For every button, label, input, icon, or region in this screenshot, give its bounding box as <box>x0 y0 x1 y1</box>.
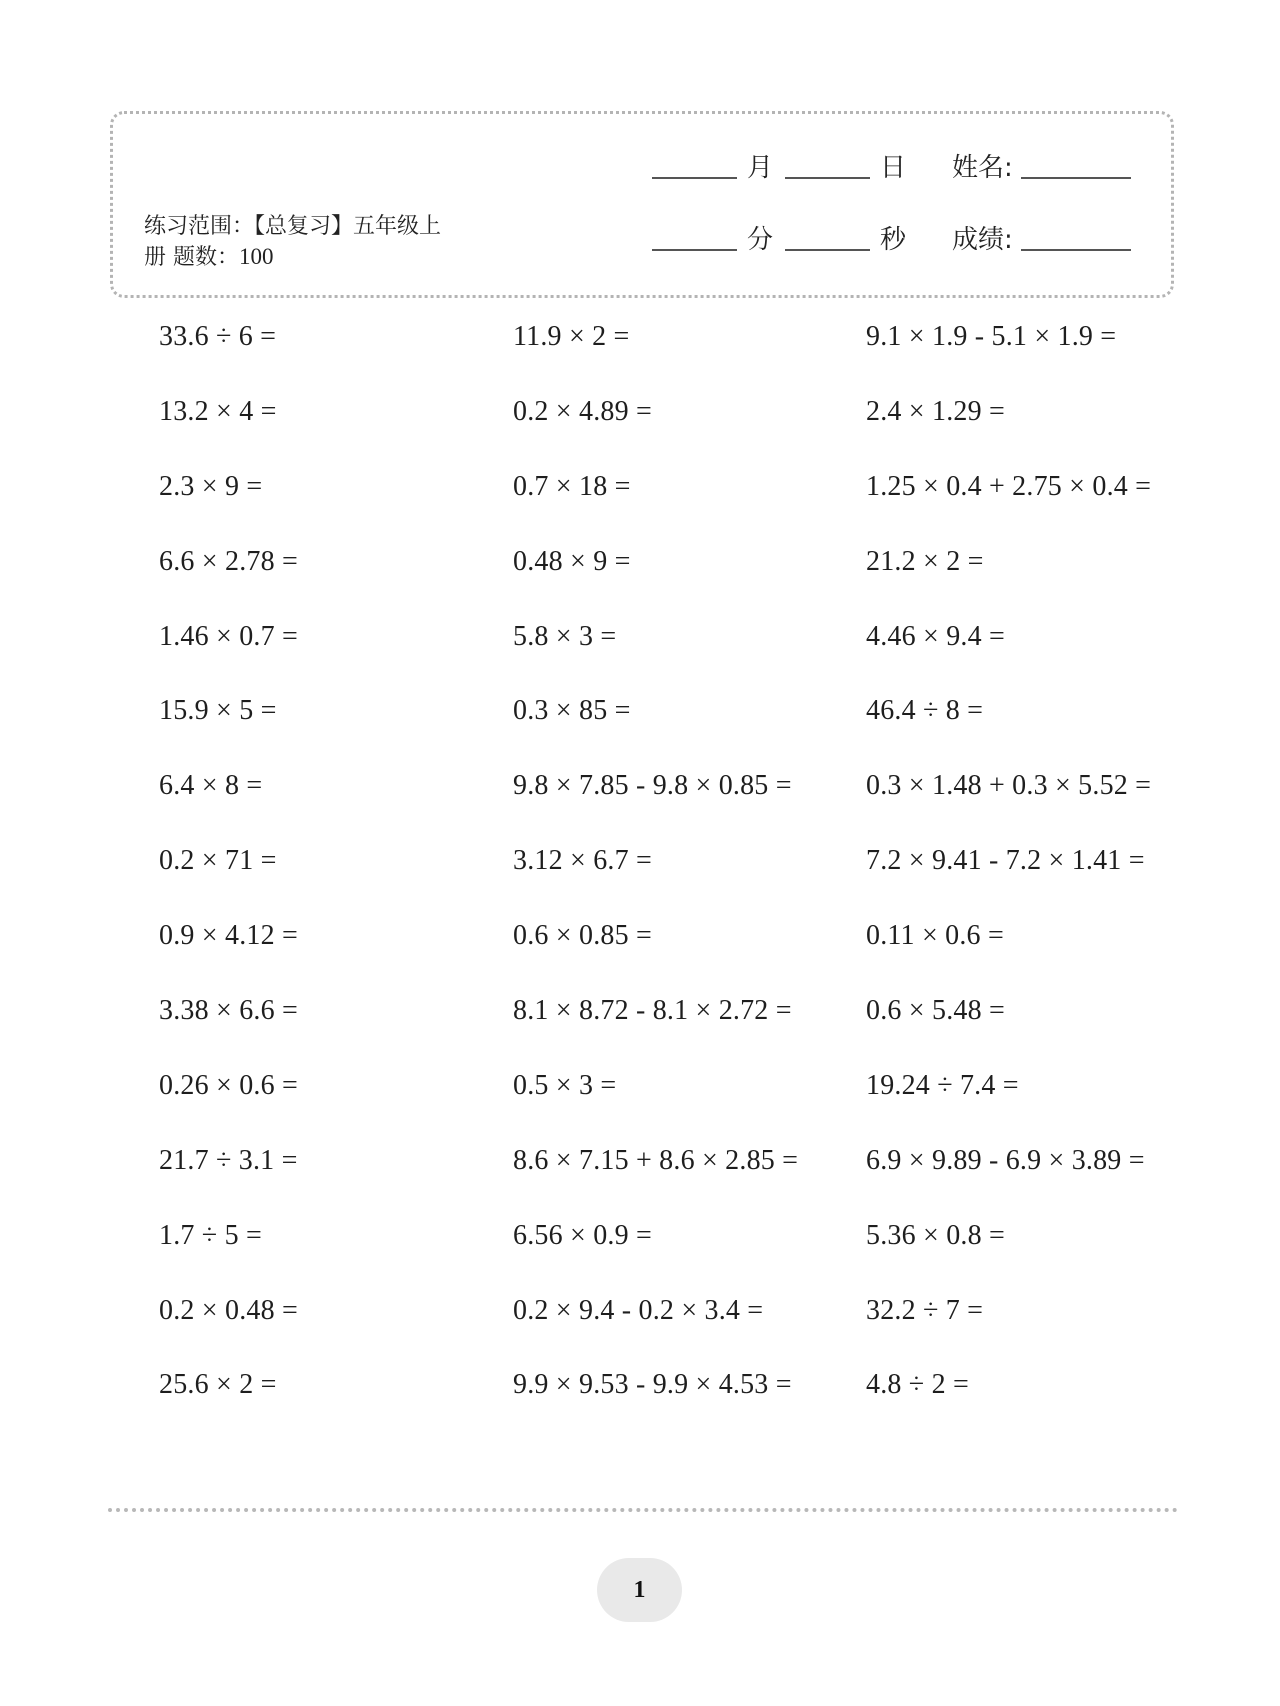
problem: 2.3 × 9 = <box>159 470 263 502</box>
problem: 5.8 × 3 = <box>513 620 617 652</box>
problem: 9.8 × 7.85 - 9.8 × 0.85 = <box>513 770 792 802</box>
problem: 0.2 × 0.48 = <box>159 1294 298 1326</box>
problem-row <box>0 1066 1280 1141</box>
month-blank[interactable] <box>652 177 737 179</box>
page-number-badge <box>597 1558 682 1622</box>
problem-row <box>0 467 1280 542</box>
problem: 33.6 ÷ 6 = <box>159 321 277 352</box>
time-score-row <box>652 222 1131 258</box>
second-label: 秒 <box>880 225 907 255</box>
problem: 4.8 ÷ 2 = <box>866 1369 969 1401</box>
problem-row <box>0 1141 1280 1216</box>
problem: 0.2 × 9.4 - 0.2 × 3.4 = <box>513 1294 764 1326</box>
problem: 6.6 × 2.78 = <box>159 545 298 577</box>
problem: 0.48 × 9 = <box>513 545 631 577</box>
problem-row <box>0 916 1280 991</box>
problem: 1.46 × 0.7 = <box>159 620 298 652</box>
problem: 4.46 × 9.4 = <box>866 620 1005 652</box>
problem: 19.24 ÷ 7.4 = <box>866 1069 1019 1101</box>
problem: 5.36 × 0.8 = <box>866 1219 1005 1251</box>
problem: 21.2 × 2 = <box>866 545 984 577</box>
problem: 46.4 ÷ 8 = <box>866 695 984 727</box>
question-count-value: 100 <box>239 244 274 269</box>
problem: 15.9 × 5 = <box>159 695 277 727</box>
score-label: 成绩: <box>952 225 1013 255</box>
problem: 8.6 × 7.15 + 8.6 × 2.85 = <box>513 1144 799 1176</box>
problem: 0.2 × 71 = <box>159 845 277 877</box>
scope-line-2 <box>144 242 514 273</box>
problem: 1.7 ÷ 5 = <box>159 1219 262 1251</box>
problem: 0.2 × 4.89 = <box>513 395 652 427</box>
problem-row <box>0 1216 1280 1291</box>
problem-row <box>0 542 1280 617</box>
problem: 0.5 × 3 = <box>513 1069 617 1101</box>
month-label: 月 <box>747 153 774 183</box>
problem: 6.4 × 8 = <box>159 770 263 802</box>
problem: 13.2 × 4 = <box>159 395 277 427</box>
problem: 21.7 ÷ 3.1 = <box>159 1144 298 1176</box>
date-name-row <box>652 150 1131 186</box>
problem: 1.25 × 0.4 + 2.75 × 0.4 = <box>866 470 1152 502</box>
footer-divider <box>108 1508 1178 1512</box>
problem-row <box>0 392 1280 467</box>
problem: 11.9 × 2 = <box>513 321 630 352</box>
problem: 0.6 × 5.48 = <box>866 995 1005 1027</box>
problem: 0.7 × 18 = <box>513 470 631 502</box>
problem: 0.26 × 0.6 = <box>159 1069 298 1101</box>
problem: 9.9 × 9.53 - 9.9 × 4.53 = <box>513 1369 792 1401</box>
problem-grid <box>0 317 1280 1440</box>
problem-row <box>0 1291 1280 1366</box>
problem-row <box>0 617 1280 692</box>
problem: 3.12 × 6.7 = <box>513 845 652 877</box>
question-count-label: 册 题数： <box>144 245 239 270</box>
problem: 0.9 × 4.12 = <box>159 920 298 952</box>
problem: 0.3 × 85 = <box>513 695 631 727</box>
problem: 3.38 × 6.6 = <box>159 995 298 1027</box>
problem: 7.2 × 9.41 - 7.2 × 1.41 = <box>866 845 1145 877</box>
problem-row <box>0 1365 1280 1440</box>
minute-blank[interactable] <box>652 249 737 251</box>
scope-line-1: 练习范围：【总复习】五年级上 <box>144 214 442 239</box>
problem: 0.6 × 0.85 = <box>513 920 652 952</box>
minute-label: 分 <box>747 225 774 255</box>
problem-row <box>0 841 1280 916</box>
problem: 6.56 × 0.9 = <box>513 1219 652 1251</box>
problem: 0.11 × 0.6 = <box>866 920 1004 952</box>
problem-row <box>0 766 1280 841</box>
problem: 2.4 × 1.29 = <box>866 395 1005 427</box>
problem: 0.3 × 1.48 + 0.3 × 5.52 = <box>866 770 1152 802</box>
second-blank[interactable] <box>785 249 870 251</box>
problem: 8.1 × 8.72 - 8.1 × 2.72 = <box>513 995 792 1027</box>
day-label: 日 <box>880 153 907 183</box>
problem: 32.2 ÷ 7 = <box>866 1294 984 1326</box>
problem-row <box>0 691 1280 766</box>
name-blank[interactable] <box>1021 177 1131 179</box>
name-label: 姓名: <box>952 153 1013 183</box>
problem: 6.9 × 9.89 - 6.9 × 3.89 = <box>866 1144 1145 1176</box>
day-blank[interactable] <box>785 177 870 179</box>
problem: 25.6 × 2 = <box>159 1369 277 1401</box>
page-number: 1 <box>633 1576 646 1603</box>
problem-row <box>0 991 1280 1066</box>
practice-scope <box>144 212 514 273</box>
score-blank[interactable] <box>1021 249 1131 251</box>
problem-row <box>0 317 1280 392</box>
problem: 9.1 × 1.9 - 5.1 × 1.9 = <box>866 321 1117 352</box>
